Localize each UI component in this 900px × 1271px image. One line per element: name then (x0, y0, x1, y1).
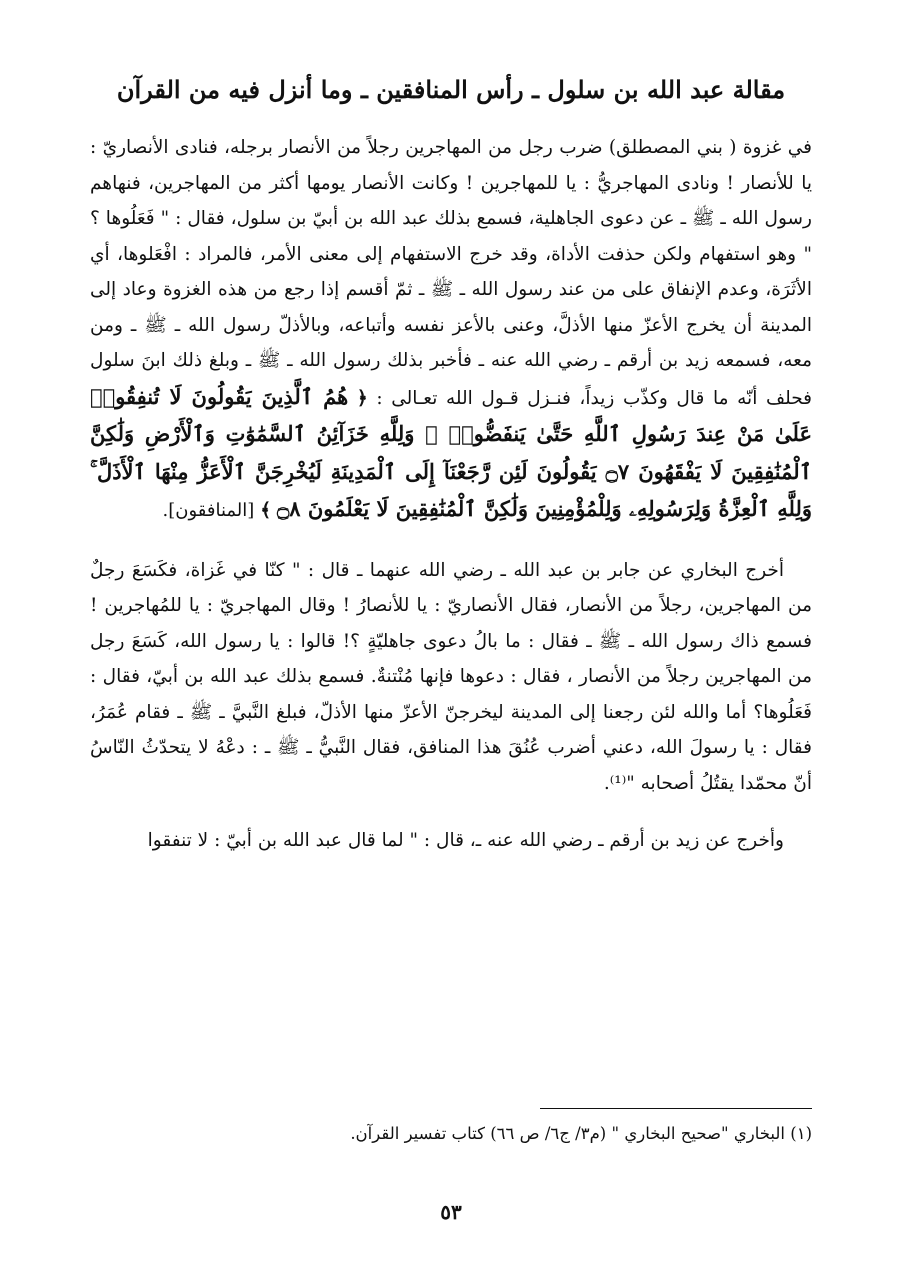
footnote-divider (540, 1108, 812, 1109)
page-title: مقالة عبد الله بن سلول ـ رأس المنافقين ـ وما أنزل فيه من القرآن (116, 75, 786, 104)
footnote-area (90, 1108, 812, 1147)
paragraph-3: وأخرج عن زيد بن أرقم ـ رضي الله عنه ـ، قال : " لما قال عبد الله بن أبيّ : لا تنفقوا (147, 830, 784, 851)
footnote-text: (١) البخاري "صحيح البخاري " (م٣/ ج٦/ ص ٦٦) كتاب تفسير القرآن. (350, 1124, 812, 1143)
quran-close-bracket: ﴾ (260, 500, 272, 521)
paragraph-1 (90, 130, 812, 529)
paragraph-spacer (90, 529, 812, 553)
paragraph-spacer (90, 801, 812, 823)
quran-open-bracket: ﴿ (356, 387, 368, 409)
surah-reference: [المنافقون]. (162, 500, 255, 521)
paragraph-1-text: في غزوة ( بني المصطلق) ضرب رجل من المهاجرين رجلاً من الأنصار برجله، فنادى الأنصاريّ : يا للأنصار ! ونادى المهاجريُّ : يا للمهاجرين ! وكانت الأنصار يومها أكثر من المهاجرين، فنهاهم رسول الله ـ ﷺ ـ عن دعوى الجاهلية، فسمع بذلك عبد الله بن أبيّ بن سلول، فقال : " فَعَلُوها ؟ " وهو استفهام ولكن حذفت الأداة، وقد خرج الاستفهام إلى معنى الأمر، فالمراد : افْعَلوها، أي الأثَرَة، وعدم الإنفاق على من عند رسول الله ـ ﷺ ـ ثمّ أقسم إذا رجع من هذه الغزوة وعاد إلى المدينة أن يخرج الأعزّ منها الأذلَّ، وعنى بالأعز نفسه وأتباعه، وبالأذلّ رسول الله ـ ﷺ ـ ومن معه، فسمعه زيد بن أرقم ـ رضي الله عنه ـ فأخبر بذلك رسول الله ـ ﷺ ـ وبلغ ذلك ابنَ سلول فحلف أنّه ما قال وكذّب زيداً، فنـزل قـول الله تعـالى : (90, 137, 813, 409)
book-page (90, 60, 812, 1240)
page-number: ٥٣ (440, 1200, 462, 1224)
paragraph-2: أخرج البخاري عن جابر بن عبد الله ـ رضي الله عنهما ـ قال : " كنّا في غَزاة، فكَسَعَ رجلٌ من المهاجرين، رجلاً من الأنصار، فقال الأنصاريّ : يا للأنصارُ ! وقال المهاجريّ : يا للمُهاجرين ! فسمع ذاك رسول الله ـ ﷺ ـ فقال : ما بالُ دعوى جاهليّةٍ ؟! قالوا : يا رسول الله، كَسَعَ رجل من المهاجرين رجلاً من الأنصار ، فقال : دعوها فإنها مُنْتنةٌ. فسمع بذلك عبد الله بن أبيّ، فقال : فَعَلُوها؟ أما والله لئن رجعنا إلى المدينة ليخرجنّ الأعزّ منها الأذلّ، فبلغ النَّبيَّ ـ ﷺ ـ فقام عُمَرُ، فقال : يا رسولَ الله، دعني أضرب عُنُقَ هذا المنافق، فقال النَّبيُّ ـ ﷺ ـ : دعْهُ لا يتحدّثُ النّاسُ أنّ محمّدا يقتُلُ أصحابه "⁽¹⁾. (90, 559, 812, 794)
quran-verse: هُمُ ٱلَّذِينَ يَقُولُونَ لَا تُنفِقُوا۟ عَلَىٰ مَنْ عِندَ رَسُولِ ٱللَّهِ حَتَّىٰ يَنفَضُّوا۟ ۗ وَلِلَّهِ خَزَآئِنُ ٱلسَّمَٰوَٰتِ وَٱلْأَرْضِ وَلَٰكِنَّ ٱلْمُنَٰفِقِينَ لَا يَفْقَهُونَ ۝٧ يَقُولُونَ لَئِن رَّجَعْنَآ إِلَى ٱلْمَدِينَةِ لَيُخْرِجَنَّ ٱلْأَعَزُّ مِنْهَا ٱلْأَذَلَّ ۚ وَلِلَّهِ ٱلْعِزَّةُ وَلِرَسُولِهِۦ وَلِلْمُؤْمِنِينَ وَلَٰكِنَّ ٱلْمُنَٰفِقِينَ لَا يَعْلَمُونَ ۝٨ (90, 383, 812, 521)
